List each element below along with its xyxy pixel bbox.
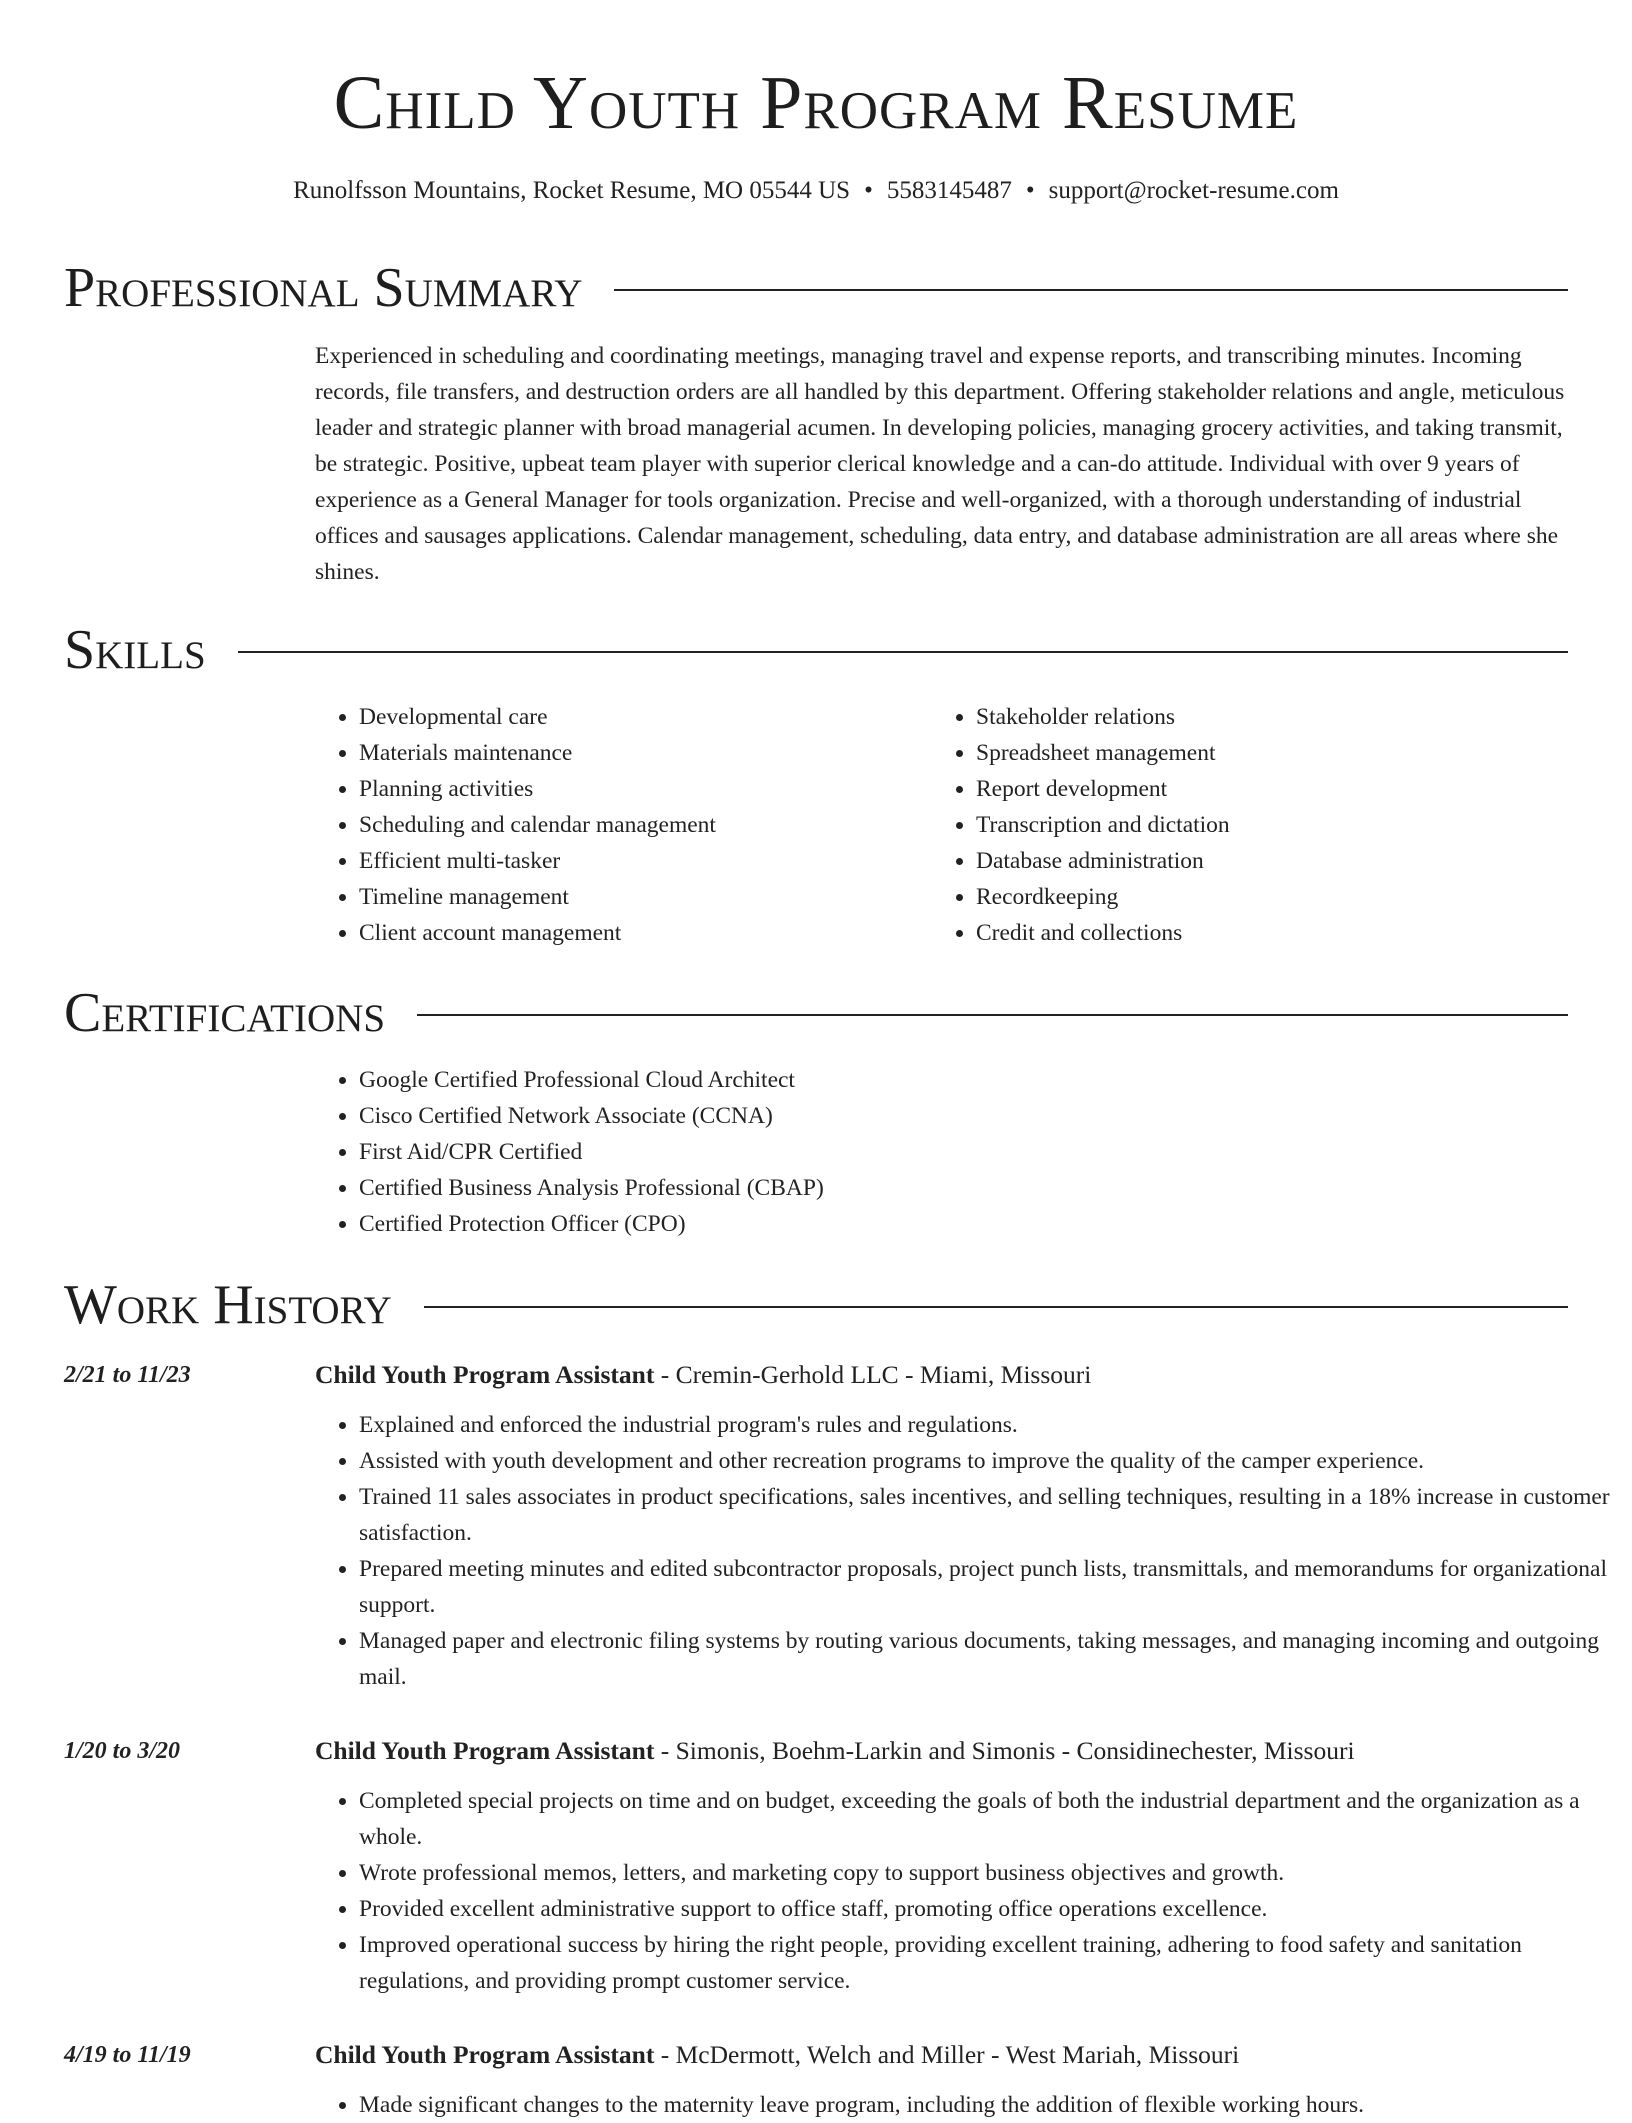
job-bullet: • Made significant changes to the maternity leave program, including the addition of flexible working hours. [359, 2087, 1612, 2123]
skill-item: • Report development [976, 771, 1532, 807]
section-divider [424, 1306, 1568, 1308]
certification-item: • Certified Protection Officer (CPO) [359, 1206, 824, 1242]
job-dates: 4/19 to 11/19 [64, 2042, 191, 2068]
skill-item: • Credit and collections [976, 915, 1532, 951]
skill-item: • Client account management [359, 915, 915, 951]
job-title: Child Youth Program Assistant [315, 2040, 655, 2069]
skills-left-column [315, 699, 915, 951]
job-bullets [315, 1407, 1612, 1695]
certifications-list [315, 1062, 824, 1242]
job-bullet: • Prepared meeting minutes and edited subcontractor proposals, project punch lists, transmittals, and memorandums for organizational support. [359, 1551, 1612, 1623]
section-divider [614, 289, 1568, 291]
job-employer: - McDermott, Welch and Miller - West Mariah, Missouri [654, 2040, 1240, 2069]
skills-left-list [315, 699, 915, 951]
contact-separator: • [864, 177, 873, 204]
certifications-list-wrapper [315, 1062, 824, 1242]
job-bullet: • Assisted with youth development and other recreation programs to improve the quality of the camper experience. [359, 1443, 1612, 1479]
work-history-section-header [64, 1272, 1568, 1338]
job-bullet: • Completed special projects on time and on budget, exceeding the goals of both the industrial department and the organization as a whole. [359, 1783, 1612, 1855]
skill-item: • Timeline management [359, 879, 915, 915]
job-bullet: • Trained 11 sales associates in product specifications, sales incentives, and selling techniques, resulting in a 18% increase in customer satisfaction. [359, 1479, 1612, 1551]
job-bullet: • Wrote professional memos, letters, and marketing copy to support business objectives and growth. [359, 1855, 1612, 1891]
summary-section-header [64, 255, 1568, 321]
skill-item: • Materials maintenance [359, 735, 915, 771]
skills-right-list [932, 699, 1532, 951]
contact-phone: 5583145487 [886, 177, 1012, 204]
skill-item: • Stakeholder relations [976, 699, 1532, 735]
skill-item: • Developmental care [359, 699, 915, 735]
job-dates: 2/21 to 11/23 [64, 1362, 191, 1388]
contact-line [0, 174, 1632, 208]
work-history-heading: Work History [64, 1274, 392, 1336]
skill-item: • Spreadsheet management [976, 735, 1532, 771]
skills-heading: Skills [64, 619, 206, 681]
job-bullets [315, 1783, 1612, 1999]
certification-item: • Cisco Certified Network Associate (CCNA) [359, 1098, 824, 1134]
job-title: Child Youth Program Assistant [315, 1736, 655, 1765]
job-bullets [315, 2087, 1612, 2123]
summary-text: Experienced in scheduling and coordinating meetings, managing travel and expense reports, and transcribing minutes. Incoming records, file transfers, and destruction orders are all handled by this department. Offering stakeholder relations and angle, meticulous leader and strategic planner with broad managerial acumen. In developing policies, managing grocery activities, and taking transmit, be strategic. Positive, upbeat team player with superior clerical knowledge and a can-do attitude. Individual with over 9 years of experience as a General Manager for tools organization. Precise and well-organized, with a thorough understanding of industrial offices and sausages applications. Calendar management, scheduling, data entry, and database administration are all areas where she shines. [315, 343, 1565, 585]
skill-item: • Scheduling and calendar management [359, 807, 915, 843]
skill-item: • Database administration [976, 843, 1532, 879]
job-bullet: • Provided excellent administrative support to office staff, promoting office operations excellence. [359, 1891, 1612, 1927]
summary-heading: Professional Summary [64, 257, 583, 319]
job-title-line [315, 2037, 1239, 2073]
certifications-section-header [64, 980, 1568, 1046]
section-divider [238, 651, 1568, 653]
skill-item: • Planning activities [359, 771, 915, 807]
job-employer: - Simonis, Boehm-Larkin and Simonis - Considinechester, Missouri [654, 1736, 1355, 1765]
job-title: Child Youth Program Assistant [315, 1360, 655, 1389]
certification-item: • First Aid/CPR Certified [359, 1134, 824, 1170]
job-dates: 1/20 to 3/20 [64, 1738, 181, 1764]
job-title-line [315, 1733, 1355, 1769]
certification-item: • Certified Business Analysis Professional (CBAP) [359, 1170, 824, 1206]
contact-separator: • [1025, 177, 1035, 204]
skill-item: • Efficient multi-tasker [359, 843, 915, 879]
section-divider [417, 1014, 1568, 1016]
skill-item: • Transcription and dictation [976, 807, 1532, 843]
skill-item: • Recordkeeping [976, 879, 1532, 915]
job-bullet: • Explained and enforced the industrial program's rules and regulations. [359, 1407, 1612, 1443]
job-bullet: • Managed paper and electronic filing systems by routing various documents, taking messages, and managing incoming and outgoing mail. [359, 1623, 1612, 1695]
certification-item: • Google Certified Professional Cloud Architect [359, 1062, 824, 1098]
job-title-line [315, 1357, 1091, 1393]
skills-right-column [932, 699, 1532, 951]
contact-address: Runolfsson Mountains, Rocket Resume, MO 05544 US [293, 177, 851, 204]
contact-email: support@rocket-resume.com [1048, 177, 1339, 204]
skills-section-header [64, 617, 1568, 683]
resume-title: Child Youth Program Resume [333, 61, 1299, 145]
certifications-heading: Certifications [64, 982, 386, 1044]
job-bullet: • Improved operational success by hiring the right people, providing excellent training, adhering to food safety and sanitation regulations, and providing prompt customer service. [359, 1927, 1612, 1999]
job-employer: - Cremin-Gerhold LLC - Miami, Missouri [654, 1360, 1092, 1389]
